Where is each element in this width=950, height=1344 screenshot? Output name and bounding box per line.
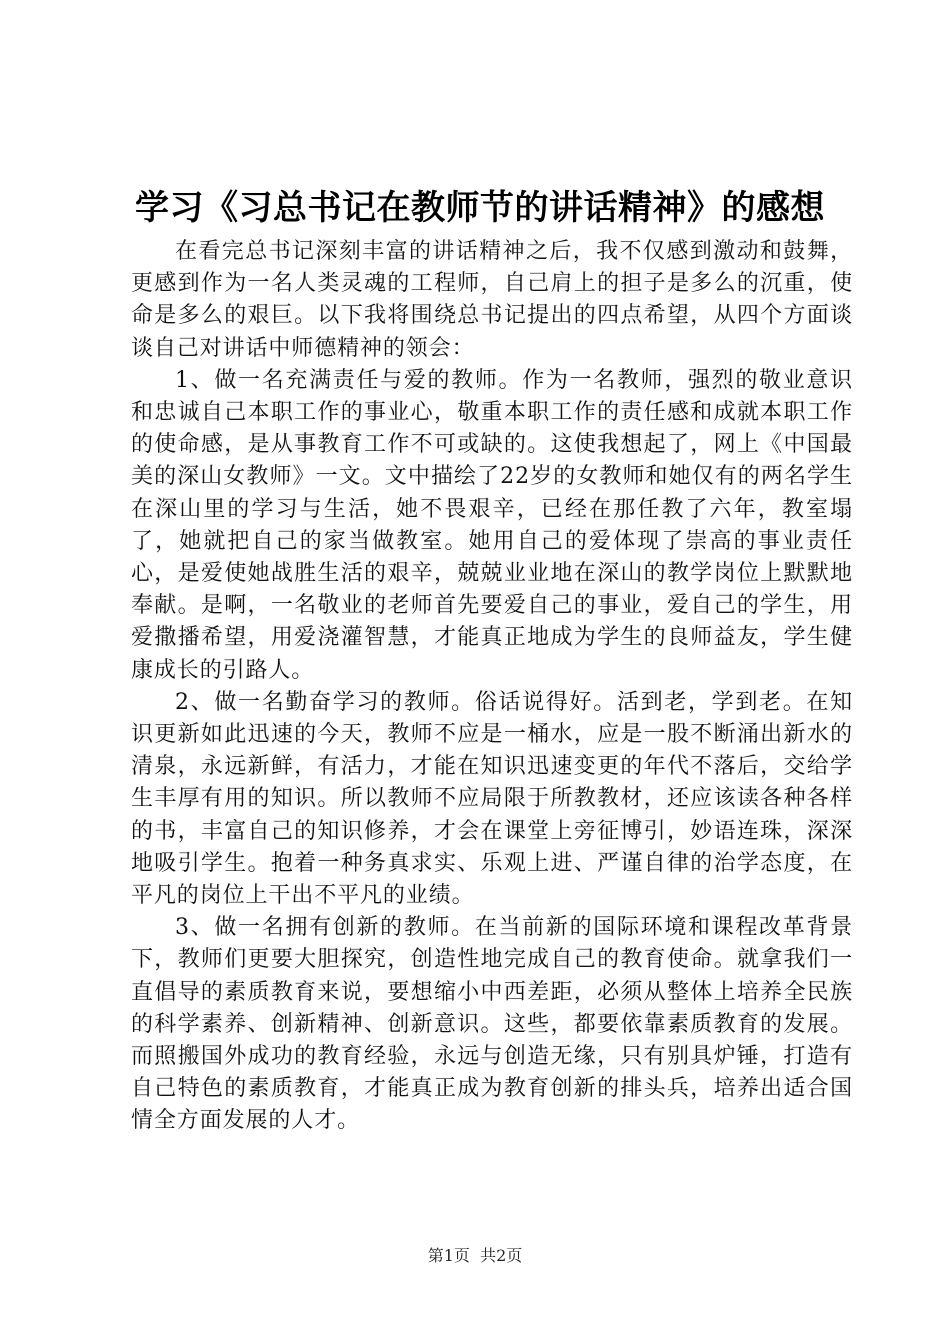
document-title: 学习《习总书记在教师节的讲话精神》的感想 xyxy=(135,188,825,228)
point-3-paragraph: 3、做一名拥有创新的教师。在当前新的国际环境和课程改革背景下，教师们更要大胆探究，创造性地完成自己的教育使命。就拿我们一直倡导的素质教育来说，要想缩小中西差距，必须从整体上培养全民族的科学素养、创新精神、创新意识。这些，都要依靠素质教育的发展。而照搬国外成功的教育经验，永远与创造无缘，只有别具炉锤，打造有自己特色的素质教育，才能真正成为教育创新的排头兵，培养出适合国情全方面发展的人才。 xyxy=(131,915,853,1134)
intro-paragraph: 在看完总书记深刻丰富的讲话精神之后，我不仅感到激动和鼓舞，更感到作为一名人类灵魂的工程师，自己肩上的担子是多么的沉重，使命是多么的艰巨。以下我将围绕总书记提出的四点希望，从四个方面谈谈自己对讲话中师德精神的领会： xyxy=(131,239,853,361)
page-footer xyxy=(0,1245,950,1267)
point-2-paragraph: 2、做一名勤奋学习的教师。俗话说得好。活到老，学到老。在知识更新如此迅速的今天，教师不应是一桶水，应是一股不断涌出新水的清泉，永远新鲜，有活力，才能在知识迅速变更的年代不落后，交给学生丰厚有用的知识。所以教师不应局限于所教教材，还应该读各种各样的书，丰富自己的知识修养，才会在课堂上旁征博引，妙语连珠，深深地吸引学生。抱着一种务真求实、乐观上进、严谨自律的治学态度，在平凡的岗位上干出不平凡的业绩。 xyxy=(131,689,853,909)
document-body xyxy=(131,236,853,1138)
page-number-label: 第1页 共2页 xyxy=(427,1246,523,1265)
point-1-paragraph: 1、做一名充满责任与爱的教师。作为一名教师，强烈的敬业意识和忠诚自己本职工作的事业心，敬重本职工作的责任感和成就本职工作的使命感，是从事教育工作不可或缺的。这使我想起了，网上《中国最美的深山女教师》一文。文中描绘了22岁的女教师和她仅有的两名学生在深山里的学习与生活，她不畏艰辛，已经在那任教了六年，教室塌了，她就把自己的家当做教室。她用自己的爱体现了崇高的事业责任心，是爱使她战胜生活的艰辛，兢兢业业地在深山的教学岗位上默默地奉献。是啊，一名敬业的老师首先要爱自己的事业，爱自己的学生，用爱撒播希望，用爱浇灌智慧，才能真正地成为学生的良师益友，学生健康成长的引路人。 xyxy=(131,367,853,683)
